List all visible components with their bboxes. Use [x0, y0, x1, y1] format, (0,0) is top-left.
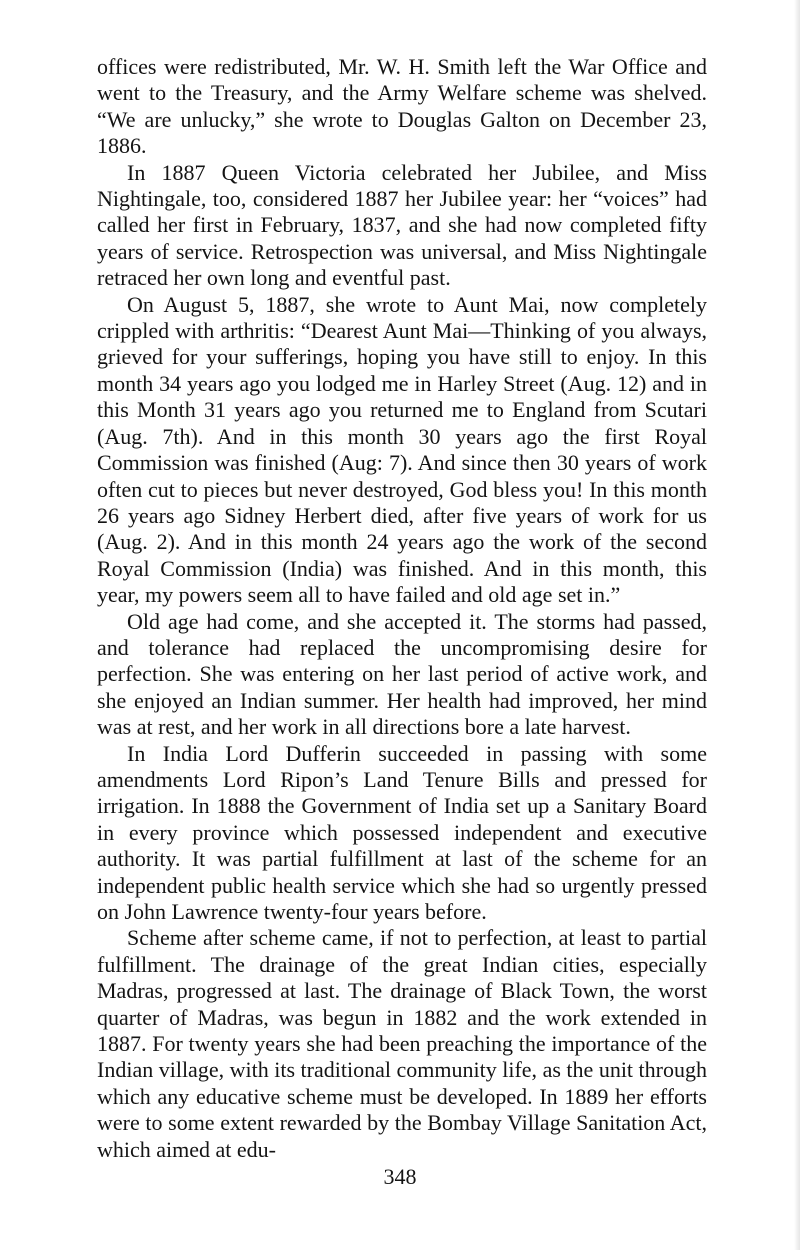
page-number: 348: [383, 1164, 417, 1189]
paragraph-4: Old age had come, and she accepted it. The storms had passed, and tolerance had replaced the uncompromising desire for perfection. She was entering on her last period of active work, and she enjoyed an Indian summer. Her health had improved, her mind was at rest, and her work in all directions bore a late harvest.: [97, 608, 707, 740]
page-edge-shadow: [794, 0, 800, 1250]
paragraph-2: In 1887 Queen Victoria celebrated her Jubilee, and Miss Nightingale, too, considered 1887 her Jubilee year: her “voices” had called her first in February, 1837, and she had now completed fifty years of service. Retrospection was universal, and Miss Nightingale retraced her own long and eventful past.: [97, 159, 707, 291]
paragraph-6: Scheme after scheme came, if not to perfection, at least to partial fulfillment. The drainage of the great Indian cities, especially Madras, progressed at last. The drainage of Black Town, the worst quarter of Madras, was begun in 1882 and the work extended in 1887. For twenty years she had been preaching the importance of the Indian village, with its traditional community life, as the unit through which any educative scheme must be developed. In 1889 her efforts were to some extent rewarded by the Bombay Village Sanitation Act, which aimed at edu-: [97, 925, 707, 1162]
page-body-text: [97, 54, 707, 1163]
paragraph-5: In India Lord Dufferin succeeded in passing with some amendments Lord Ripon’s Land Tenure Bills and pressed for irrigation. In 1888 the Government of India set up a Sanitary Board in every province which possessed independent and executive authority. It was partial fulfillment at last of the scheme for an independent public health service which she had so urgently pressed on John Lawrence twenty-four years before.: [97, 740, 707, 924]
paragraph-1: offices were redistributed, Mr. W. H. Smith left the War Office and went to the Treasury, and the Army Welfare scheme was shelved. “We are unlucky,” she wrote to Douglas Galton on December 23, 1886.: [97, 54, 707, 159]
paragraph-3: On August 5, 1887, she wrote to Aunt Mai, now completely crippled with arthritis: “Dearest Aunt Mai—Thinking of you always, grieved for your sufferings, hoping you have still to enjoy. In this month 34 years ago you lodged me in Harley Street (Aug. 12) and in this Month 31 years ago you returned me to England from Scutari (Aug. 7th). And in this month 30 years ago the first Royal Commission was finished (Aug: 7). And since then 30 years of work often cut to pieces but never destroyed, God bless you! In this month 26 years ago Sidney Herbert died, after five years of work for us (Aug. 2). And in this month 24 years ago the work of the second Royal Commission (India) was finished. And in this month, this year, my powers seem all to have failed and old age set in.”: [97, 291, 707, 608]
